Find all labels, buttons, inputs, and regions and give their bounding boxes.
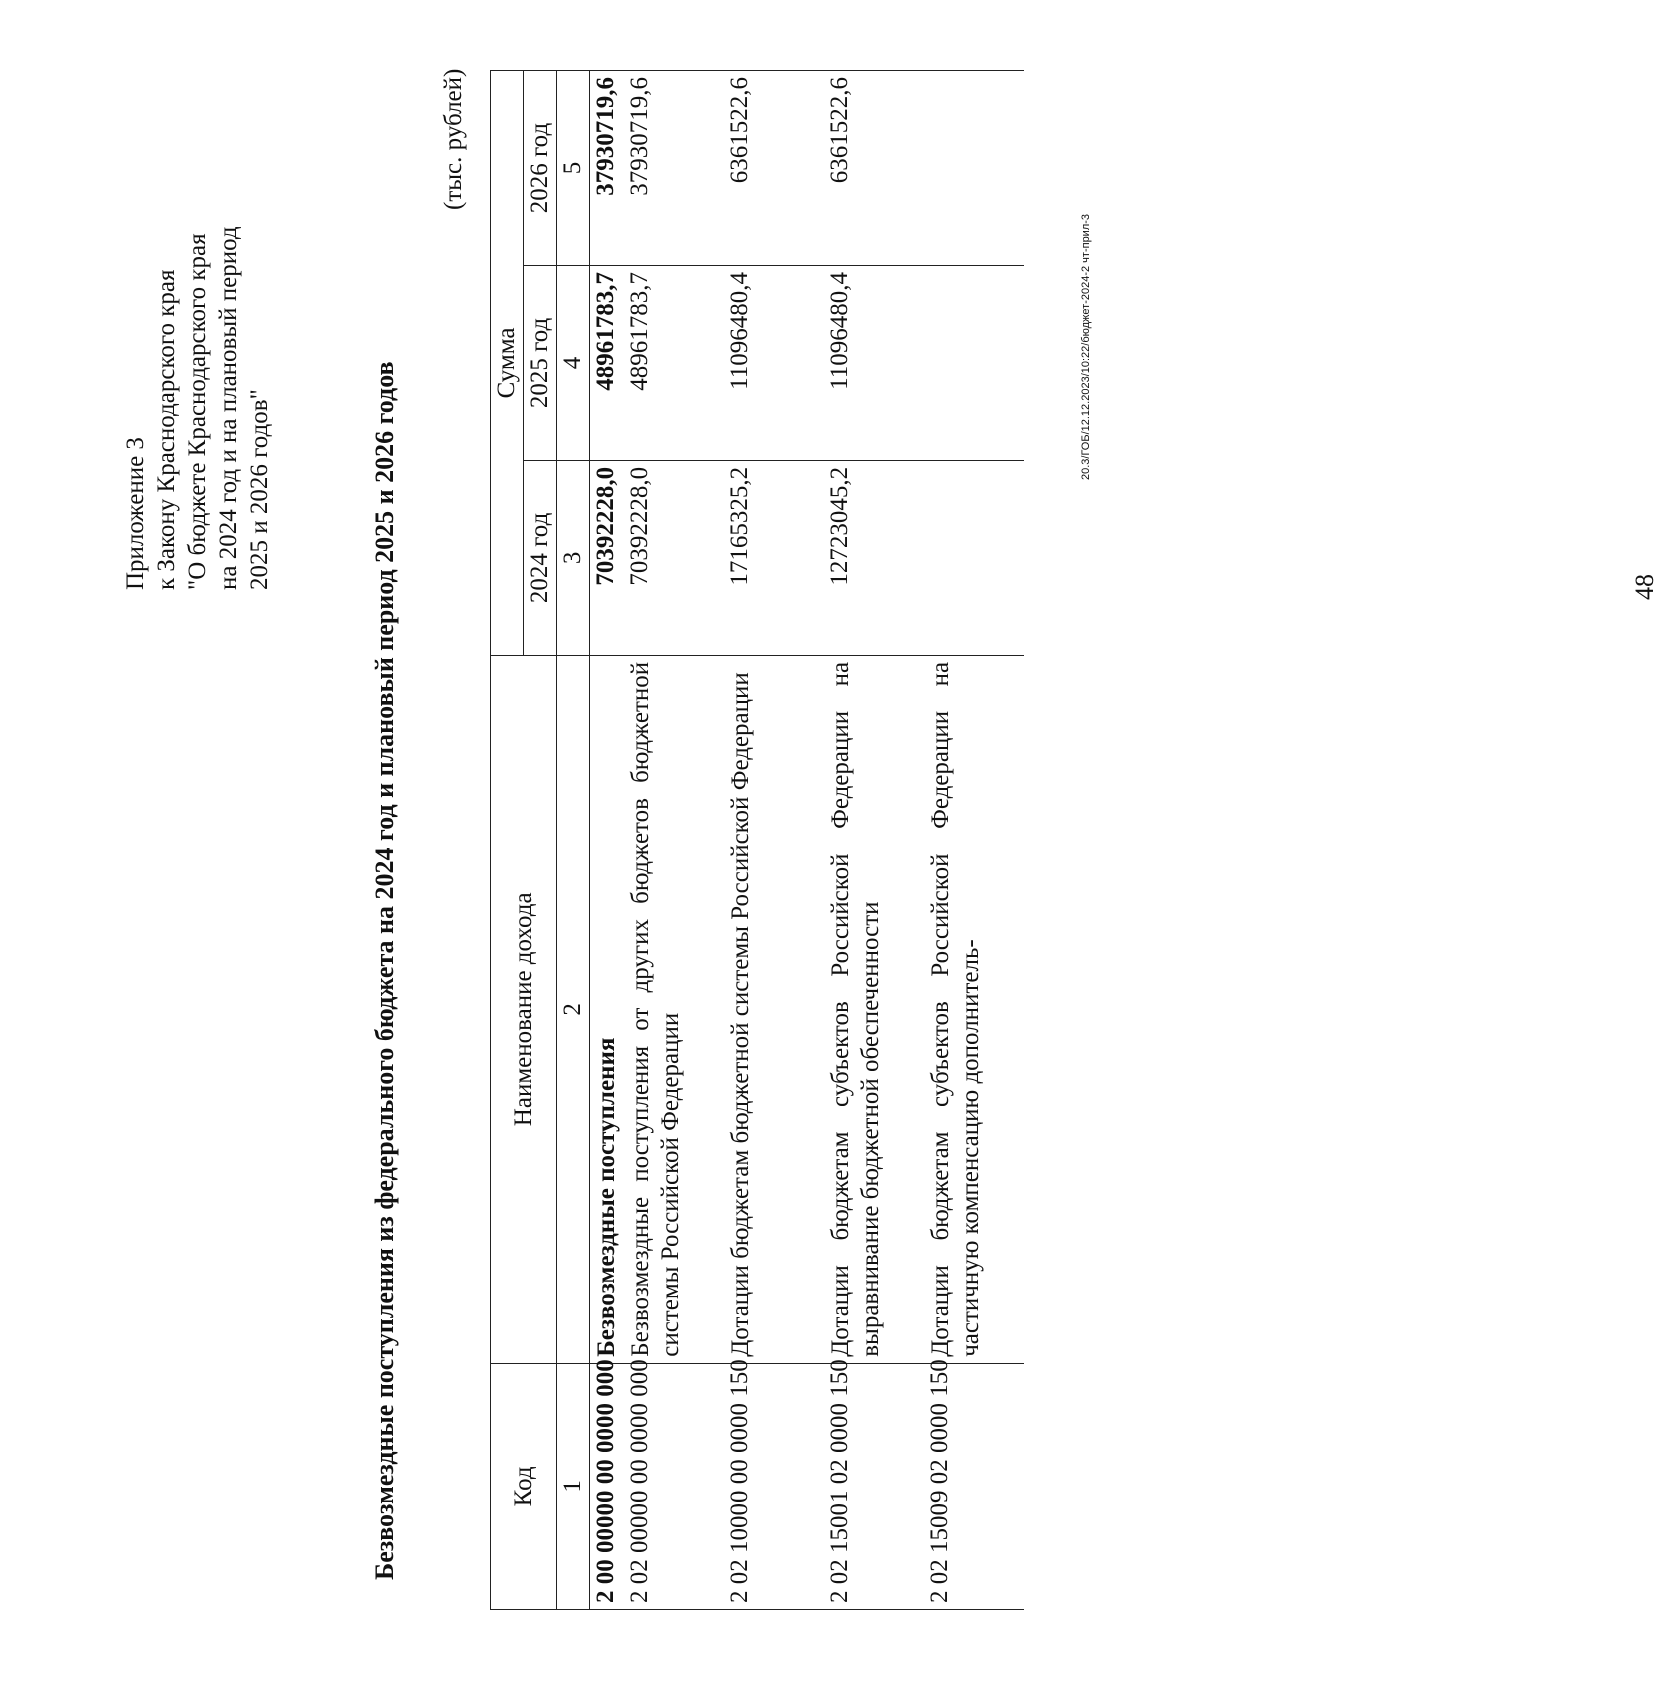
column-number: 3	[557, 460, 590, 655]
header-name: Наименование дохода	[491, 655, 557, 1363]
row-code: 2 02 00000 00 0000 000	[624, 1363, 724, 1609]
row-name: Безвозмездные поступления	[590, 655, 625, 1363]
table-row	[724, 71, 824, 1610]
rotated-document-page	[0, 40, 1659, 1640]
row-name: Дотации бюджетам субъектов Российской Федерации на частичную компенсацию дополнитель-	[924, 655, 1024, 1363]
appendix-header	[120, 70, 275, 590]
row-value-2024: 17165325,2	[724, 460, 824, 655]
row-value-2024	[924, 460, 1024, 655]
row-value-2025: 11096480,4	[724, 266, 824, 461]
table-row	[824, 71, 924, 1610]
column-number: 5	[557, 71, 590, 266]
header-sum: Сумма	[491, 71, 524, 656]
row-code: 2 02 15001 02 0000 150	[824, 1363, 924, 1609]
revenue-table	[490, 70, 1024, 1610]
table-row	[590, 71, 625, 1610]
header-2025: 2025 год	[524, 266, 557, 461]
row-value-2025: 48961783,7	[624, 266, 724, 461]
column-number: 4	[557, 266, 590, 461]
column-number: 2	[557, 655, 590, 1363]
row-name: Дотации бюджетам субъектов Российской Федерации на выравнивание бюджетной обеспеченности	[824, 655, 924, 1363]
row-value-2026: 37930719,6	[624, 71, 724, 266]
appendix-line: "О бюджете Краснодарского края	[184, 233, 211, 590]
column-number: 1	[557, 1363, 590, 1609]
row-value-2024: 12723045,2	[824, 460, 924, 655]
row-code: 2 02 15009 02 0000 150	[924, 1363, 1024, 1609]
document-title: Безвозмездные поступления из федерального бюджета на 2024 год и плановый период 2025 и 2026 годов	[370, 361, 399, 1580]
row-value-2026: 6361522,6	[824, 71, 924, 266]
row-name: Безвозмездные поступления от других бюджетов бюджетной системы Российской Федерации	[624, 655, 724, 1363]
row-value-2024: 70392228,0	[624, 460, 724, 655]
appendix-line: Приложение 3	[122, 437, 149, 590]
row-code: 2 00 00000 00 0000 000	[590, 1363, 625, 1609]
appendix-line: 2025 и 2026 годов"	[246, 389, 273, 590]
row-value-2024: 70392228,0	[590, 460, 625, 655]
row-value-2026: 37930719,6	[590, 71, 625, 266]
row-value-2025: 48961783,7	[590, 266, 625, 461]
header-2024: 2024 год	[524, 460, 557, 655]
row-code: 2 02 10000 00 0000 150	[724, 1363, 824, 1609]
document-footer-code: 20.3/ГОБ/12.12.2023/10:22/бюджет-2024-2 чт-прил-3	[1080, 213, 1092, 480]
row-value-2025: 11096480,4	[824, 266, 924, 461]
header-2026: 2026 год	[524, 71, 557, 266]
row-value-2025	[924, 266, 1024, 461]
row-value-2026	[924, 71, 1024, 266]
row-name: Дотации бюджетам бюджетной системы Российской Федерации	[724, 655, 824, 1363]
table-row	[924, 71, 1024, 1610]
header-code: Код	[491, 1363, 557, 1609]
appendix-line: на 2024 год и на плановый период	[215, 226, 242, 590]
row-value-2026: 6361522,6	[724, 71, 824, 266]
table-row	[624, 71, 724, 1610]
unit-label: (тыс. рублей)	[440, 68, 467, 210]
page-number: 48	[1630, 574, 1659, 600]
appendix-line: к Закону Краснодарского края	[153, 269, 180, 590]
